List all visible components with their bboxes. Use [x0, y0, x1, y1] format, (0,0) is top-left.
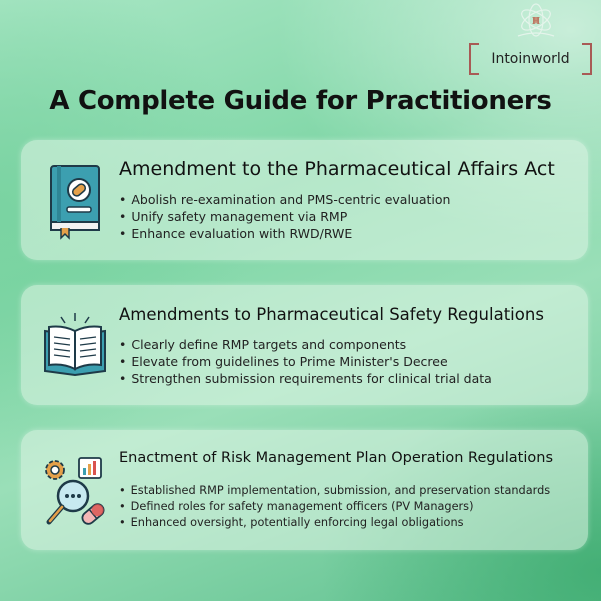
section-card-rmp-operation-regulations	[21, 430, 588, 550]
section-heading: Amendments to Pharmaceutical Safety Regulations	[119, 305, 544, 324]
section-card-safety-regulations	[21, 285, 588, 405]
list-item: • Enhance evaluation with RWD/RWE	[119, 225, 450, 242]
list-item: • Enhanced oversight, potentially enforcing legal obligations	[119, 515, 550, 531]
svg-text:H: H	[531, 17, 541, 27]
open-book-icon	[41, 309, 109, 387]
section-heading: Amendment to the Pharmaceutical Affairs Act	[119, 158, 555, 180]
page-title: A Complete Guide for Practitioners	[49, 86, 552, 116]
brand-logo-icon	[510, 2, 562, 42]
section-list	[119, 483, 550, 531]
brand-name: Intoinworld	[491, 51, 570, 67]
list-item: • Defined roles for safety management officers (PV Managers)	[119, 499, 550, 515]
section-heading: Enactment of Risk Management Plan Operation Regulations	[119, 450, 554, 466]
list-item: • Abolish re-examination and PMS-centric evaluation	[119, 191, 450, 208]
book-with-pill-icon	[41, 162, 109, 240]
brand-label	[469, 43, 592, 75]
list-item: • Elevate from guidelines to Prime Minister's Decree	[119, 353, 492, 370]
list-item: • Clearly define RMP targets and components	[119, 336, 492, 353]
list-item: • Established RMP implementation, submission, and preservation standards	[119, 483, 550, 499]
section-card-pharmaceutical-affairs-act	[21, 140, 588, 260]
list-item: • Strengthen submission requirements for clinical trial data	[119, 370, 492, 387]
analysis-magnifier-icon	[41, 454, 109, 532]
section-list	[119, 336, 492, 387]
section-list	[119, 191, 450, 242]
list-item: • Unify safety management via RMP	[119, 208, 450, 225]
